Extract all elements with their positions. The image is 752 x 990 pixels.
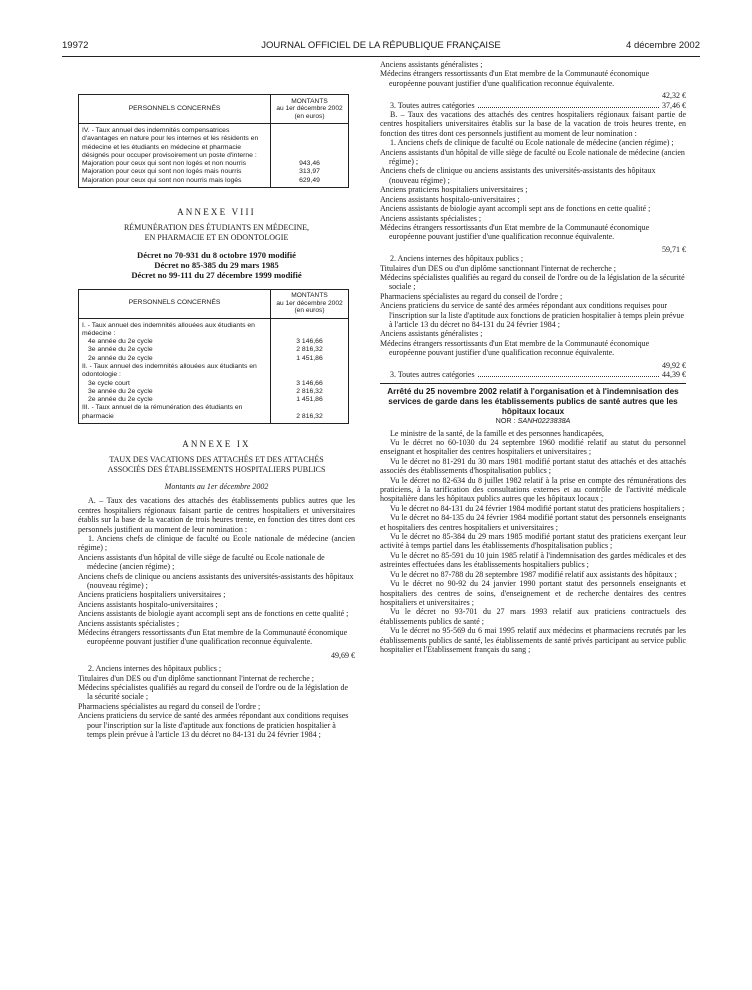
- paragraph: Vu le décret no 87-788 du 28 septembre 1987 modifié relatif aux assistants des hôpitaux ;: [390, 569, 677, 579]
- table-row: Majoration pour ceux qui sont non logés mais nourris 313,97: [79, 168, 349, 176]
- group-b2-title: 2. Anciens internes des hôpitaux publics ;: [390, 254, 524, 264]
- table-row: 2e année du 2e cycle 1 451,86: [79, 396, 349, 404]
- table-row: II. - Taux annuel des indemnités allouées aux étudiants en odontologie :: [79, 363, 349, 380]
- table-row: 4e année du 2e cycle 3 146,66: [79, 338, 349, 346]
- right-column: [380, 60, 686, 654]
- paragraph: Vu le décret no 84-135 du 24 février 1984 modifié portant statut des personnels enseignants et hospitaliers des centres hospitaliers et universitaires ;: [380, 513, 686, 532]
- list-item: Anciens praticiens du service de santé des armées répondant aux conditions requises pour l'inscription sur la liste d'aptitude aux fonctions de praticien hospitalier à temps plein prévue à l'article 13 du décret no 84-131 du 24 février 1984 ;: [380, 301, 685, 329]
- annexe-ix-subtitle: TAUX DES VACATIONS DES ATTACHÉS ET DES ATTACHÉS ASSOCIÉS DES ÉTABLISSEMENTS HOSPITALIERS PUBLICS: [107, 455, 326, 474]
- paragraph: Vu le décret no 93-701 du 27 mars 1993 relatif aux praticiens contractuels des établissements publics de santé ;: [380, 607, 686, 626]
- paragraph: Vu le décret no 85-384 du 29 mars 1985 modifié portant statut des praticiens exerçant leur activité à temps partiel dans les établissements d'hospitalisation publics ;: [380, 532, 686, 551]
- amounts-table-2: [78, 289, 349, 425]
- list-item: Anciens assistants d'un hôpital de ville siège de faculté ou Ecole nationale de médecine (ancien régime) ;: [380, 147, 685, 167]
- table-row: Majoration pour ceux qui sont non nourris mais logés 629,49: [79, 177, 349, 188]
- list-item: Pharmaciens spécialistes au regard du conseil de l'ordre ;: [380, 291, 563, 301]
- line-a3: 3. Toutes autres catégories 37,46 €: [390, 100, 686, 110]
- table-header-personnels: PERSONNELS CONCERNÉS: [79, 289, 271, 318]
- section-b-intro: B. – Taux des vacations des attachés des centres hospitaliers régionaux faisant partie de centres hospitaliers universitaires établis sur la base de la vacation de trois heures trente, en fonction des titres dont ces personnels justifient au moment de leur nomination :: [380, 110, 686, 138]
- list-item: Anciens assistants spécialistes ;: [78, 618, 180, 628]
- list-item: Titulaires d'un DES ou d'un diplôme sanctionnant l'internat de recherche ;: [380, 263, 616, 273]
- table-header-montants: MONTANTS au 1er décembre 2002 (en euros): [271, 289, 349, 318]
- paragraph: Vu le décret no 81-291 du 30 mars 1981 modifié portant statut des attachés et des attachés associés des établissements d'hospitalisation publics ;: [380, 456, 686, 476]
- table-row: IV. - Taux annuel des indemnités compensatrices d'avantages en nature pour les internes et les résidents en médecine et les étudiants en médecine et pharmacie désignés pour occuper provisoirement un poste d'interne :: [79, 127, 349, 160]
- list-item: Titulaires d'un DES ou d'un diplôme sanctionnant l'internat de recherche ;: [78, 673, 314, 683]
- amounts-table-1: [78, 94, 349, 188]
- paragraph: Le ministre de la santé, de la famille et des personnes handicapées,: [390, 428, 604, 438]
- table-row: I. - Taux annuel des indemnités allouées aux étudiants en médecine :: [79, 322, 349, 339]
- list-item: Médecins étrangers ressortissants d'un Etat membre de la Communauté économique européenne pouvant justifier d'une qualification reconnue équivalente.: [380, 338, 650, 358]
- table-row: 2e année du 2e cycle 1 451,86: [79, 355, 349, 363]
- list-item: Médecins étrangers ressortissants d'un Etat membre de la Communauté économique européenne pouvant justifier d'une qualification reconnue équivalente.: [78, 627, 348, 647]
- table-row: Majoration pour ceux qui sont non logés et non nourris 943,46: [79, 160, 349, 168]
- annexe-viii-title: ANNEXE VIII: [177, 207, 256, 218]
- list-item: Médecins étrangers ressortissants d'un Etat membre de la Communauté économique européenne pouvant justifier d'une qualification reconnue équivalente.: [380, 222, 650, 242]
- table-row: 3e année du 2e cycle 2 816,32: [79, 388, 349, 396]
- list-item: Anciens praticiens hospitaliers universitaires ;: [78, 590, 226, 600]
- list-item: Anciens praticiens du service de santé des armées répondant aux conditions requises pour l'inscription sur la liste d'aptitude aux fonctions de praticien hospitalier à temps plein prévue à l'article 13 du décret no 84-131 du 24 février 1984 ;: [78, 711, 349, 740]
- page-number: 19972: [62, 40, 89, 51]
- list-item: Médecins spécialistes qualifiés au regard du conseil de l'ordre ou de la législation de la sécurité sociale ;: [78, 683, 349, 702]
- group-2-title: 2. Anciens internes des hôpitaux publics ;: [88, 664, 222, 674]
- amount-b1: 59,71 €: [662, 244, 686, 254]
- table-header-montants: MONTANTS au 1er décembre 2002 (en euros): [271, 95, 349, 124]
- line-b3: 3. Toutes autres catégories 44,39 €: [390, 370, 686, 379]
- group-1-amount: 49,69 €: [331, 650, 355, 660]
- left-column: [78, 60, 355, 739]
- amount-b2: 49,92 €: [662, 360, 686, 370]
- list-item: Médecins étrangers ressortissants d'un Etat membre de la Communauté économique européenne pouvant justifier d'une qualification reconnue équivalente.: [380, 69, 650, 88]
- section-a-intro: A. – Taux des vacations des attachés des établissements publics autres que les centres hospitaliers régionaux faisant partie de centres hospitaliers et universitaires établis sur la base de la vacation de trois heures trente, en fonction des titres dont ces personnels justifient au moment de leur nomination :: [78, 496, 355, 534]
- annexe-ix-date: Montants au 1er décembre 2002: [164, 481, 269, 491]
- annexe-viii-subtitle: RÉMUNÉRATION DES ÉTUDIANTS EN MÉDECINE, EN PHARMACIE ET EN ODONTOLOGIE: [123, 223, 310, 242]
- list-item: Anciens assistants de biologie ayant accompli sept ans de fonctions en cette qualité ;: [78, 609, 349, 619]
- paragraph: Vu le décret no 85-591 du 10 juin 1985 relatif à l'indemnisation des gardes médicales et des astreintes effectuées dans les établissements hospitaliers publics ;: [380, 550, 686, 570]
- list-item: Anciens assistants de biologie ayant accompli sept ans de fonctions en cette qualité ;: [380, 204, 651, 214]
- list-item: Anciens assistants hospitalo-universitaires ;: [78, 599, 218, 609]
- group-2-list: [78, 674, 355, 740]
- paragraph: Vu le décret no 84-131 du 24 février 1984 modifié portant statut des praticiens hospitaliers ;: [390, 503, 685, 513]
- list-item: Médecins spécialistes qualifiés au regard du conseil de l'ordre ou de la législation de la sécurité sociale ;: [380, 272, 685, 292]
- table-header-personnels: PERSONNELS CONCERNÉS: [79, 95, 271, 124]
- page-header: [62, 40, 700, 54]
- arrete-title: Arrêté du 25 novembre 2002 relatif à l'organisation et à l'indemnisation des services de garde dans les établissements publics de santé autres que les hôpitaux locaux: [387, 387, 679, 416]
- list-item: Anciens assistants d'un hôpital de ville siège de faculté ou Ecole nationale de médecine (ancien régime) ;: [78, 552, 325, 572]
- list-item: Anciens chefs de clinique ou anciens assistants des universités-assistants des hôpitaux (nouveau régime) ;: [78, 571, 354, 590]
- table-row: 3e année du 2e cycle 2 816,32: [79, 346, 349, 354]
- list-item: Anciens chefs de clinique ou anciens assistants des universités-assistants des hôpitaux (nouveau régime) ;: [380, 166, 656, 185]
- paragraph: Vu le décret no 60-1030 du 24 septembre 1960 modifié relatif au statut du personnel enseignant et hospitalier des centres hospitaliers et universitaires ;: [380, 438, 686, 457]
- paragraph: Vu le décret no 82-634 du 8 juillet 1982 relatif à la prise en compte des rémunérations des praticiens, à la tarification des consultations externes et au contrôle de l'activité médicale hospitalière dans les hôpitaux publics autres que les hôpitaux locaux ;: [380, 475, 686, 504]
- nor-reference: NOR : SANH0223838A: [495, 416, 571, 426]
- header-rule: [62, 56, 700, 57]
- group-b1-list: [380, 148, 686, 242]
- annexe-viii-decrees: Décret no 70-931 du 8 octobre 1970 modifié Décret no 85-385 du 29 mars 1985 Décret no 99-111 du 27 décembre 1999 modifié: [131, 249, 302, 281]
- amount-a2: 42,32 €: [662, 91, 686, 101]
- section-divider: [380, 383, 686, 384]
- paragraph: Vu le décret no 95-569 du 6 mai 1995 relatif aux médecins et pharmaciens recrutés par les établissements publics de santé, les établissements de santé privés participant au service public hospitalier et l'Etablissement français du sang ;: [380, 626, 686, 654]
- group-b1-title: 1. Anciens chefs de clinique de faculté ou Ecole nationale de médecine (ancien régime) ;: [390, 138, 674, 148]
- list-item: Anciens assistants spécialistes ;: [380, 213, 482, 223]
- annexe-ix-title: ANNEXE IX: [182, 439, 251, 450]
- list-item: Pharmaciens spécialistes au regard du conseil de l'ordre ;: [78, 701, 261, 711]
- list-item: Anciens assistants généralistes ;: [380, 329, 483, 339]
- group-1-list: [78, 553, 355, 647]
- list-item: Anciens praticiens hospitaliers universitaires ;: [380, 185, 528, 195]
- issue-date: 4 décembre 2002: [626, 40, 700, 51]
- paragraph: Vu le décret no 90-92 du 24 janvier 1990 portant statut des personnels enseignants et hospitaliers des centres de soins, d'enseignement et de recherche dentaires des centres hospitaliers et universitaires ;: [380, 579, 686, 607]
- list-item: Anciens assistants généralistes ;: [380, 60, 483, 69]
- journal-title: JOURNAL OFFICIEL DE LA RÉPUBLIQUE FRANÇAISE: [261, 40, 501, 51]
- group-1-title: 1. Anciens chefs de clinique de faculté ou Ecole nationale de médecine (ancien régime) ;: [78, 533, 355, 553]
- list-item: Anciens assistants hospitalo-universitaires ;: [380, 194, 520, 204]
- table-row: 3e cycle court 3 146,66: [79, 380, 349, 388]
- group-b2-list: [380, 264, 686, 358]
- arrete-body: [380, 429, 686, 655]
- table-row: III. - Taux annuel de la rémunération des étudiants en pharmacie 2 816,32: [79, 404, 349, 423]
